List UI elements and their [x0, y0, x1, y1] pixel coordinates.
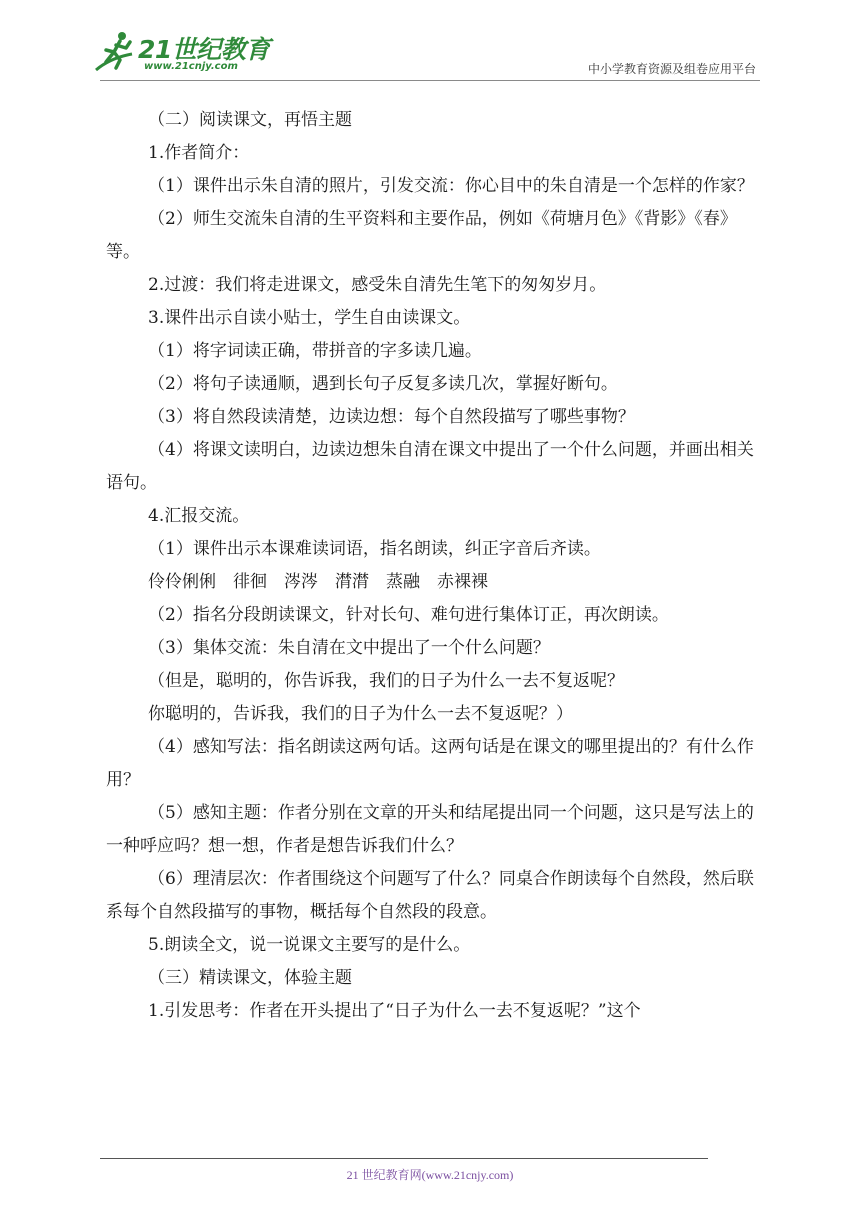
- paragraph: 1.作者简介：: [148, 143, 250, 163]
- paragraph: （二）阅读课文，再悟主题: [148, 110, 352, 130]
- page-footer[interactable]: 21 世纪教育网(www.21cnjy.com): [346, 1168, 514, 1182]
- paragraph: 1.引发思考：作者在开头提出了“日子为什么一去不复返呢？”这个: [148, 1001, 641, 1021]
- paragraph: （5）感知主题：作者分别在文章的开头和结尾提出同一个问题，这只是写法上的一种呼应吗？想一想，作者是想告诉我们什么？: [106, 803, 754, 856]
- quote-line: 你聪明的，告诉我，我们的日子为什么一去不复返呢？）: [148, 704, 573, 724]
- paragraph: （1）将字词读正确，带拼音的字多读几遍。: [148, 341, 482, 361]
- paragraph: （3）将自然段读清楚，边读边想：每个自然段描写了哪些事物？: [148, 407, 635, 427]
- paragraph: 4.汇报交流。: [148, 506, 250, 526]
- logo-url: www.21cnjy.com: [144, 61, 238, 72]
- document-body: [106, 104, 758, 1028]
- paragraph: （4）将课文读明白，边读边想朱自清在课文中提出了一个什么问题，并画出相关语句。: [106, 440, 754, 493]
- paragraph: 3.课件出示自读小贴士，学生自由读课文。: [148, 308, 471, 328]
- paragraph: （4）感知写法：指名朗读这两句话。这两句话是在课文的哪里提出的？有什么作用？: [106, 737, 754, 790]
- paragraph: （6）理清层次：作者围绕这个问题写了什么？同桌合作朗读每个自然段，然后联系每个自然段描写的事物，概括每个自然段的段意。: [106, 869, 754, 922]
- paragraph: （3）集体交流：朱自清在文中提出了一个什么问题？: [148, 638, 550, 658]
- word-list: 伶伶俐俐 徘徊 涔涔 潸潸 蒸融 赤裸裸: [148, 572, 488, 592]
- paragraph: （2）将句子读通顺，遇到长句子反复多读几次，掌握好断句。: [148, 374, 618, 394]
- site-logo[interactable]: [92, 28, 272, 80]
- page-header: [0, 0, 860, 90]
- paragraph: （2）指名分段朗读课文，针对长句、难句进行集体订正，再次朗读。: [148, 605, 669, 625]
- header-divider: [100, 80, 760, 81]
- paragraph: 2.过渡：我们将走进课文，感受朱自清先生笔下的匆匆岁月。: [148, 275, 607, 295]
- running-figure-icon: [92, 28, 140, 76]
- logo-text: 21世纪教育: [138, 35, 270, 64]
- footer-divider: [100, 1158, 708, 1159]
- platform-label: 中小学教育资源及组卷应用平台: [587, 62, 756, 76]
- paragraph: （1）课件出示朱自清的照片，引发交流：你心目中的朱自清是一个怎样的作家？: [148, 176, 754, 196]
- paragraph: （2）师生交流朱自清的生平资料和主要作品，例如《荷塘月色》《背影》《春》等。: [106, 209, 737, 262]
- paragraph: （1）课件出示本课难读词语，指名朗读，纠正字音后齐读。: [148, 539, 601, 559]
- paragraph: （三）精读课文，体验主题: [148, 968, 352, 988]
- quote-line: （但是，聪明的，你告诉我，我们的日子为什么一去不复返呢？: [148, 671, 624, 691]
- paragraph: 5.朗读全文，说一说课文主要写的是什么。: [148, 935, 471, 955]
